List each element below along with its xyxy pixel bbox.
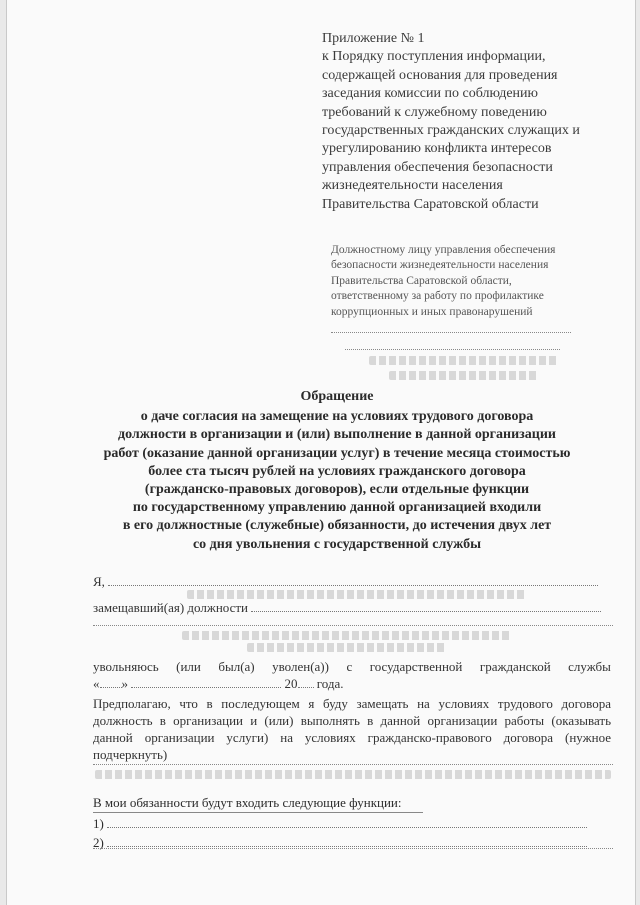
- position-field[interactable]: [251, 601, 601, 612]
- ya-label: Я,: [93, 574, 105, 589]
- dismissal-row: [93, 659, 611, 675]
- addressee-name-field-2[interactable]: [345, 343, 560, 350]
- document-title: [67, 388, 607, 554]
- addressee-line: Правительства Саратовской области,: [331, 274, 512, 287]
- addressee-block: [331, 243, 611, 380]
- title-line: по государственному управлению данной организацией входили: [132, 500, 542, 516]
- title-line: (гражданско-правовых договоров), если отдельные функции: [144, 482, 530, 498]
- addressee-name-field[interactable]: [331, 326, 571, 333]
- title-line: работ (оказание данной организации услуг) в течение месяца стоимостью: [103, 445, 571, 461]
- date-open-quote: «: [93, 676, 100, 691]
- title-line: в его должностные (служебные) обязанности, до истечения двух лет: [122, 518, 552, 534]
- held-position-label: замещавший(ая) должности: [93, 600, 249, 615]
- dismissal-word: уволен(а)): [272, 659, 329, 674]
- addressee-line: ответственному за работу по профилактике: [331, 290, 544, 303]
- year-prefix: 20: [284, 676, 298, 691]
- addressee-line: Должностному лицу управления обеспечения: [331, 244, 556, 256]
- title-line: более ста тысяч рублей на условиях гражданского договора: [148, 463, 526, 479]
- caption-placeholder: [369, 356, 559, 365]
- position-row: [93, 600, 613, 616]
- applicant-name-field[interactable]: [108, 575, 598, 586]
- date-row: [93, 676, 613, 692]
- appendix-line: Правительства Саратовской области: [322, 196, 539, 212]
- function-field[interactable]: [107, 817, 587, 828]
- title-line: со дня увольнения с государственной службы: [192, 536, 482, 552]
- appendix-line: заседания комиссии по соблюдению: [322, 86, 539, 102]
- addressee-line: коррупционных и иных правонарушений: [331, 305, 533, 318]
- appendix-line: управления обеспечения безопасности: [322, 159, 553, 175]
- appendix-line: содержащей основания для проведения: [322, 67, 558, 83]
- applicant-row: [93, 574, 613, 590]
- dismissal-word: (или: [176, 659, 201, 674]
- function-field[interactable]: [107, 836, 587, 847]
- addressee-caption: [331, 356, 611, 380]
- function-field-line[interactable]: [93, 848, 613, 849]
- dismissal-word: государственной: [369, 659, 463, 674]
- dismissal-word: был(а): [218, 659, 255, 674]
- appendix-line: требований к служебному поведению: [322, 104, 547, 120]
- caption-placeholder: [182, 631, 512, 640]
- functions-block: [93, 795, 613, 851]
- caption-placeholder: [95, 770, 611, 779]
- dismissal-word: увольняюсь: [93, 659, 159, 674]
- dismissal-word: с: [346, 659, 353, 674]
- appendix-line: жизнедеятельности населения: [322, 178, 503, 194]
- intent-paragraph: Предполагаю, что в последующем я буду замещать на условиях трудового договора должность в организации и (или) выполнять в данной организации работы (оказывать данной организации услуги) на условиях гражданско-правового договора (нужное подчеркнуть): [93, 696, 611, 762]
- function-number: 2): [93, 835, 104, 850]
- date-close-quote: »: [121, 676, 128, 691]
- caption-placeholder: [247, 643, 447, 652]
- year-suffix: года.: [316, 676, 344, 691]
- title-line: должности в организации и (или) выполнение в данной организации: [118, 427, 556, 443]
- appendix-line: Приложение № 1: [322, 31, 425, 46]
- caption-placeholder: [389, 371, 539, 380]
- appendix-line: к Порядку поступления информации,: [322, 49, 546, 65]
- title-heading: Обращение: [300, 389, 374, 404]
- dismissal-word: гражданской: [479, 659, 551, 674]
- month-field[interactable]: [131, 677, 281, 688]
- function-item: [93, 815, 613, 832]
- functions-heading: В мои обязанности будут входить следующие функции:: [93, 795, 423, 813]
- day-field[interactable]: [100, 677, 122, 688]
- function-number: 1): [93, 816, 104, 831]
- title-line: о даче согласия на замещение на условиях трудового договора: [140, 409, 534, 425]
- year-field[interactable]: [298, 677, 314, 688]
- organization-field[interactable]: [93, 764, 613, 765]
- appendix-line: урегулированию конфликта интересов: [322, 141, 552, 157]
- caption-placeholder: [187, 590, 527, 599]
- document-page: [6, 0, 636, 905]
- appendix-block: [322, 30, 622, 214]
- dismissal-word: службы: [568, 659, 611, 674]
- position-field-line[interactable]: [93, 625, 613, 626]
- appendix-line: государственных гражданских служащих и: [322, 123, 580, 139]
- addressee-line: безопасности жизнедеятельности населения: [331, 259, 549, 272]
